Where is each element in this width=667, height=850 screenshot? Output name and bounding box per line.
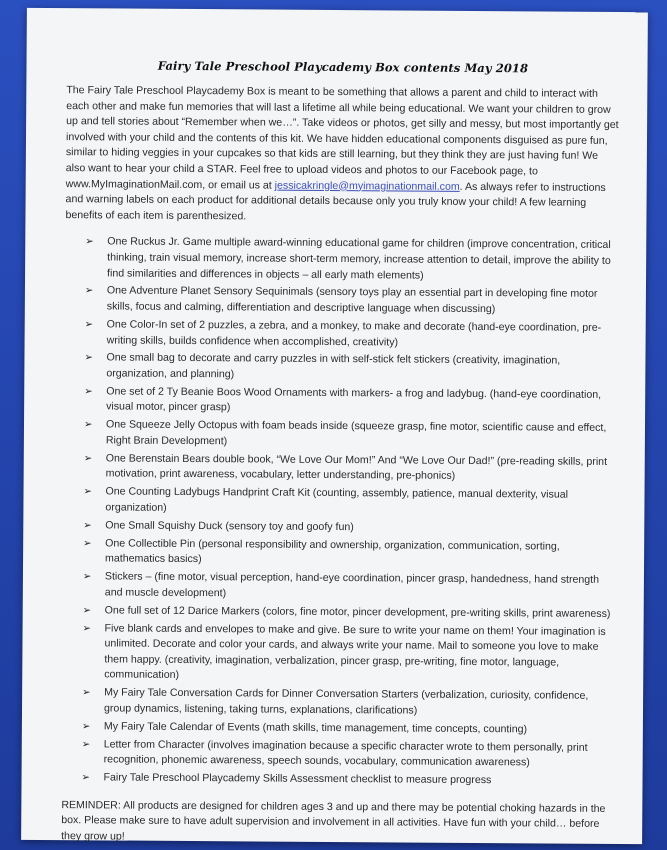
list-item-text: One small bag to decorate and carry puzzles in with self-stick felt stickers (creativity, imagination, organization, and planning) [106, 351, 561, 381]
list-item [83, 485, 616, 520]
contents-list [61, 234, 618, 789]
list-item-text: Letter from Character (involves imagination because a specific character wrote to them personally, print recognition, phonemic awareness, speech sounds, vocabulary, communication awareness) [103, 738, 588, 769]
email-link[interactable]: jessicakringle@myimaginationmail.com [274, 179, 460, 193]
list-item [82, 621, 615, 687]
list-item [81, 770, 614, 789]
arrow-bullet-icon: ➢ [84, 352, 93, 364]
arrow-bullet-icon: ➢ [83, 537, 92, 550]
arrow-bullet-icon: ➢ [81, 772, 90, 784]
list-item [85, 284, 618, 319]
list-item [84, 384, 617, 419]
list-item-text: One Counting Ladybugs Handprint Craft Kit (counting, assembly, patience, manual dexterity, visual organization) [105, 485, 569, 514]
list-item-text: One set of 2 Ty Beanie Boos Wood Ornaments with markers- a frog and ladybug. (hand-eye coordination, visual motor, pincer grasp) [106, 385, 602, 414]
list-item [84, 451, 617, 486]
list-item [83, 569, 616, 604]
arrow-bullet-icon: ➢ [83, 486, 92, 498]
arrow-bullet-icon: ➢ [82, 571, 92, 583]
list-item-text: My Fairy Tale Calendar of Events (math skills, time management, time concepts, counting) [103, 720, 528, 736]
arrow-bullet-icon: ➢ [81, 720, 91, 733]
list-item-text: One Collectible Pin (personal responsibility and ownership, organization, communication, sorting, mathematics basics) [105, 537, 560, 566]
list-item-text: One Berenstain Bears double book, “We Love Our Mom!” And “We Love Our Dad!” (pre-reading skills, print motivation, print awareness, vocabulary, letter understanding, pre-phonics) [105, 452, 608, 483]
arrow-bullet-icon: ➢ [84, 319, 94, 331]
arrow-bullet-icon: ➢ [83, 419, 93, 431]
list-item [84, 351, 617, 386]
arrow-bullet-icon: ➢ [84, 285, 94, 297]
arrow-bullet-icon: ➢ [84, 386, 93, 398]
list-item-text: One Squeeze Jelly Octopus with foam beads inside (squeeze grasp, fine motor, scientific cause and effect, Right Brain Development) [105, 418, 607, 448]
list-item-text: One Color-In set of 2 puzzles, a zebra, and a monkey, to make and decorate (hand-eye coordination, pre-writing skills, builds confidence when accomplished, creativity) [106, 318, 602, 348]
list-item-text: Stickers – (fine motor, visual perception, hand-eye coordination, pincer grasp, handedness, hand strength and muscle development) [104, 570, 600, 600]
list-item [83, 536, 616, 571]
list-item [82, 737, 615, 772]
list-item [83, 518, 616, 537]
list-item [84, 418, 617, 453]
intro-paragraph [65, 83, 619, 227]
list-item-text: One Small Squishy Duck (sensory toy and goofy fun) [105, 519, 354, 533]
arrow-bullet-icon: ➢ [85, 236, 94, 248]
arrow-bullet-icon: ➢ [82, 687, 91, 699]
reminder-paragraph: REMINDER: All products are designed for children ages 3 and up and there may be potential choking hazards in the box. Please make sure to have adult supervision and involvement in all activities. Have fun with your child… before they grow up! [61, 798, 606, 843]
arrow-bullet-icon: ➢ [83, 520, 92, 532]
arrow-bullet-icon: ➢ [82, 604, 92, 616]
list-item [85, 317, 618, 352]
list-item-text: My Fairy Tale Conversation Cards for Dinner Conversation Starters (verbalization, curiosity, confidence, group dynamics, listening, taking turns, explanations, clarifications) [103, 686, 589, 717]
arrow-bullet-icon: ➢ [82, 622, 92, 634]
list-item-text: Fairy Tale Preschool Playcademy Skills Assessment checklist to measure progress [103, 771, 492, 787]
list-item-text: One Ruckus Jr. Game multiple award-winning educational game for children (improve concentration, critical thinking, train visual memory, increase short-term memory, increase attention to detail, improve the ability to find similarities and differences in objects – all early math elements) [107, 235, 611, 282]
document-title: Fairy Tale Preschool Playcademy Box contents May 2018 [157, 58, 529, 76]
intro-text-start: The Fairy Tale Preschool Playcademy Box is meant to be something that allows a parent and child to interact with each other and make fun memories that will last a lifetime all while being educational. We want your children to grow up and tell stories about “Remember when we…”. Take videos or photos, get silly and messy, but most importantly get involved with your child and the contents of this kit. We have hidden educational components disguised as pure fun, similar to hiding veggies in your cupcakes so that kids are still learning, but they think they are just having fun! We also want to hear your child a STAR. Feel free to upload videos and photos to our Facebook page, to www.MyImaginationMail.com, or email us at [65, 84, 619, 192]
list-item-text: One Adventure Planet Sensory Sequinimals (sensory toys play an essential part in developing fine motor skills, focus and calming, differentiation and descriptive language when discussing) [106, 284, 598, 316]
arrow-bullet-icon: ➢ [81, 738, 91, 750]
list-item [83, 603, 616, 622]
list-item [82, 685, 615, 720]
arrow-bullet-icon: ➢ [83, 453, 93, 465]
list-item [82, 719, 615, 738]
intro-text-end: . As always refer to instructions and warning labels on each product for additional details because only you truly know your child! A few learning benefits of each item is parenthesized. [65, 180, 606, 223]
paper-sheet [21, 8, 648, 844]
list-item-text: Five blank cards and envelopes to make and give. Be sure to write your name on them! Your imagination is unlimited. Decorate and color your cards, and always write your name. Mail to someone you love to make them happy. (creativity, imagination, verbalization, pincer grasp, pre-writing, fine motor, language, communication) [104, 621, 606, 682]
list-item-text: One full set of 12 Darice Markers (colors, fine motor, pincer development, pre-writing skills, print awareness) [104, 604, 611, 620]
list-item [85, 235, 618, 286]
